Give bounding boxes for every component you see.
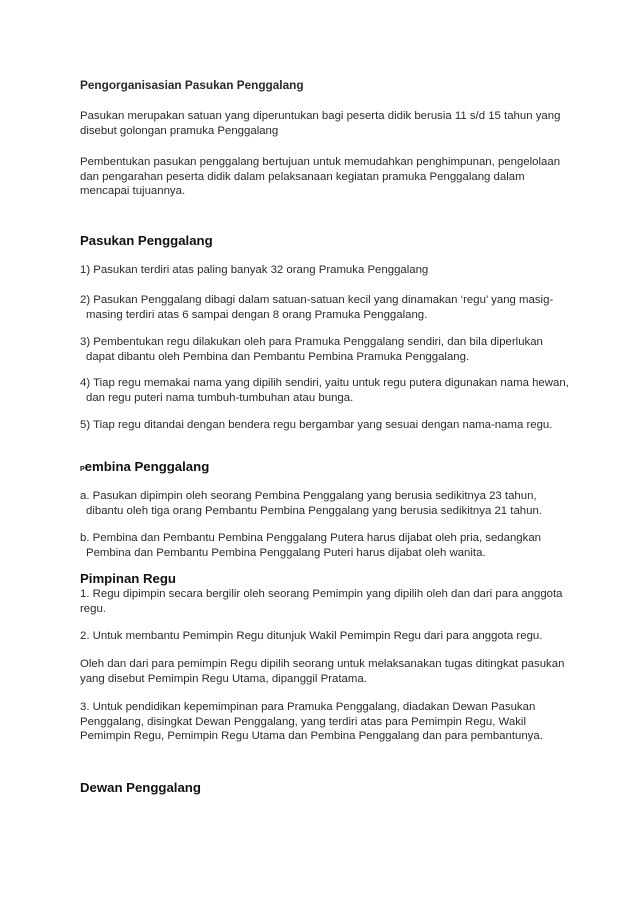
pimpinan-paragraph-4: 3. Untuk pendidikan kepemimpinan para Pramuka Penggalang, diadakan Dewan Pasukan Penggalang, disingkat Dewan Penggalang, yang terdiri atas para Pemimpin Regu, Wakil Pemimpin Regu, Pemimpin Regu Utama dan Pembina Penggalang dan para pembantunya. [80,701,543,742]
pasukan-item-4: 4) Tiap regu memakai nama yang dipilih sendiri, yaitu untuk regu putera digunakan nama hewan, dan regu puteri nama tumbuh-tumbuhan atau bunga. [80,377,569,404]
pembina-item-a: a. Pasukan dipimpin oleh seorang Pembina Penggalang yang berusia sedikitnya 23 tahun, dibantu oleh tiga orang Pembantu Pembina Penggalang yang berusia sedikitnya 21 tahun. [80,490,542,517]
section-heading-dewan: Dewan Penggalang [80,780,201,795]
intro-paragraph-1: Pasukan merupakan satuan yang diperuntukan bagi peserta didik berusia 11 s/d 15 tahun yang disebut golongan pramuka Penggalang [80,110,561,137]
section-heading-pimpinan: Pimpinan Regu [80,571,176,586]
pembina-item-b: b. Pembina dan Pembantu Pembina Penggalang Putera harus dijabat oleh pria, sedangkan Pembina dan Pembantu Pembina Penggalang Puteri harus dijabat oleh wanita. [80,532,542,559]
pasukan-item-3: 3) Pembentukan regu dilakukan oleh para Pramuka Penggalang sendiri, dan bila diperlukan dapat dibantu oleh Pembina dan Pembantu Pembina Pramuka Penggalang. [80,336,543,363]
heading-initial: P [80,466,85,473]
section-heading-pasukan: Pasukan Penggalang [80,233,213,248]
pimpinan-paragraph-2: 2. Untuk membantu Pemimpin Regu ditunjuk Wakil Pemimpin Regu dari para anggota regu. [80,630,543,642]
heading-rest: embina Penggalang [84,459,210,474]
pimpinan-paragraph-3: Oleh dan dari para pemimpin Regu dipilih seorang untuk melaksanakan tugas ditingkat pasukan yang disebut Pemimpin Regu Utama, dipanggil Pratama. [80,658,565,685]
document-title: Pengorganisasian Pasukan Penggalang [80,78,304,92]
intro-paragraph-2: Pembentukan pasukan penggalang bertujuan untuk memudahkan penghimpunan, pengelolaan dan pengarahan peserta didik dalam pelaksanaan kegiatan pramuka Penggalang dalam mencapai tujuannya. [80,156,561,197]
pasukan-item-5: 5) Tiap regu ditandai dengan bendera regu bergambar yang sesuai dengan nama-nama regu. [80,419,553,431]
pimpinan-paragraph-1: 1. Regu dipimpin secara bergilir oleh seorang Pemimpin yang dipilih oleh dan dari para anggota regu. [80,588,563,615]
pasukan-item-2: 2) Pasukan Penggalang dibagi dalam satuan-satuan kecil yang dinamakan ‘regu’ yang masig-masing terdiri atas 6 sampai dengan 8 orang Pramuka Penggalang. [80,294,554,321]
pasukan-item-1: 1) Pasukan terdiri atas paling banyak 32 orang Pramuka Penggalang [80,264,429,276]
section-heading-pembina [80,459,209,478]
